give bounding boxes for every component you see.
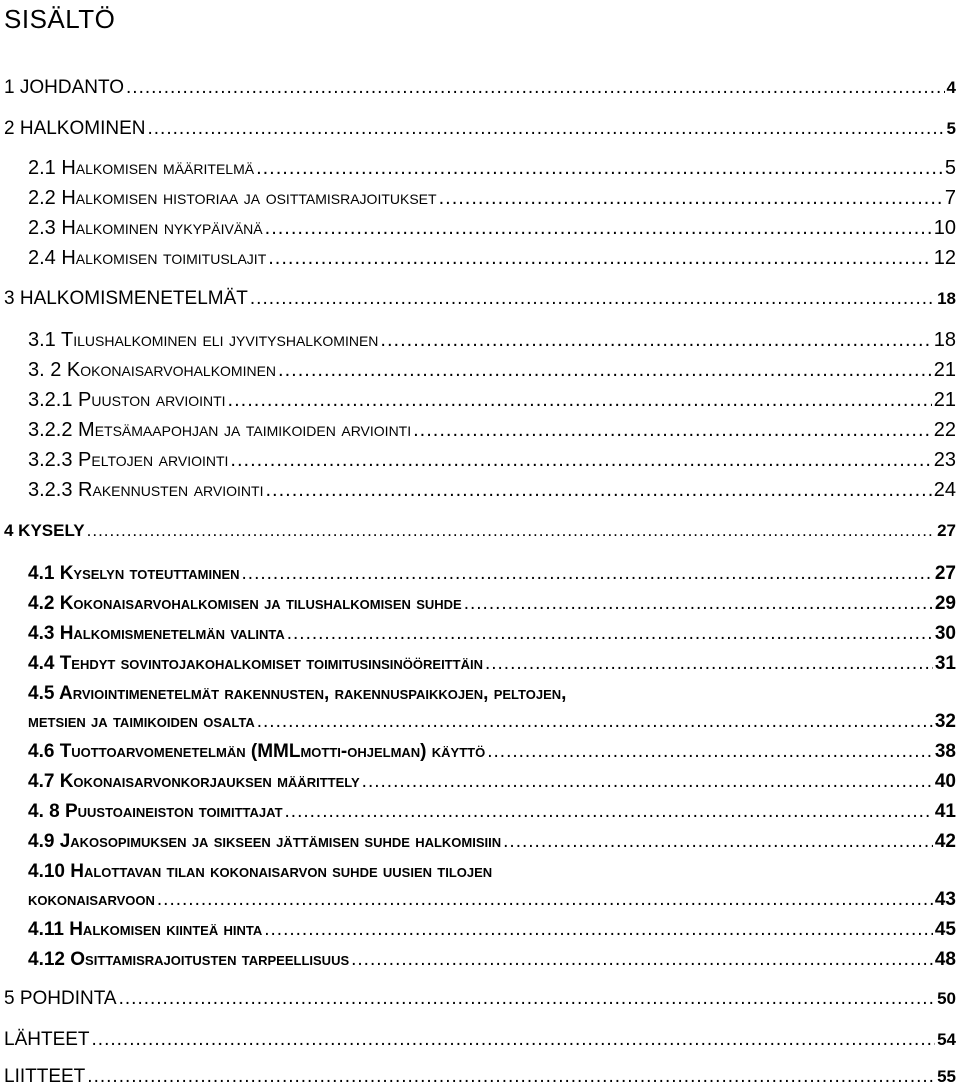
leader-dots [230, 449, 931, 471]
toc-entry-lahteet[interactable] [4, 1029, 956, 1051]
toc-entry-page: 42 [934, 831, 956, 852]
toc-entry-page: 43 [934, 889, 956, 910]
toc-entry-page: 48 [934, 949, 956, 970]
leader-dots [265, 479, 931, 501]
leader-dots [439, 187, 943, 209]
toc-entry-label: 5 POHDINTA [4, 988, 117, 1009]
toc-entry-page: 41 [934, 801, 956, 822]
leader-dots [264, 919, 933, 941]
leader-dots [157, 889, 933, 911]
toc-entry-label: 1 JOHDANTO [4, 77, 125, 98]
toc-entry-label: 2.4 Halkomisen toimituslajit [28, 247, 267, 269]
toc-entry[interactable] [28, 217, 956, 239]
toc-entry-label: 3. 2 Kokonaisarvohalkominen [28, 359, 277, 381]
toc-entry-label-line1[interactable]: 4.5 Arviointimenetelmät rakennusten, rakennuspaikkojen, peltojen, [28, 683, 567, 704]
leader-dots [287, 623, 933, 645]
toc-entry-label: 4.9 Jakosopimuksen ja sikseen jättämisen suhde halkomisiin [28, 831, 502, 852]
toc-entry-label: 4.7 Kokonaisarvonkorjauksen määrittely [28, 771, 360, 792]
toc-entry[interactable] [28, 563, 956, 585]
leader-dots [256, 157, 943, 179]
toc-entry-page: 50 [937, 989, 956, 1008]
toc-entry-page: 24 [933, 479, 956, 501]
toc-entry[interactable] [28, 419, 956, 441]
leader-dots [464, 593, 933, 615]
toc-entry-kysely[interactable] [4, 520, 956, 542]
toc-entry[interactable] [28, 919, 956, 941]
leader-dots [147, 118, 944, 140]
leader-dots [257, 711, 933, 733]
toc-entry-label: 3 HALKOMISMENETELMÄT [4, 288, 248, 309]
toc-entry-page: 21 [933, 359, 956, 381]
toc-entry-label: 2.3 Halkominen nykypäivänä [28, 217, 263, 239]
toc-entry-page: 55 [937, 1067, 956, 1086]
toc-title: SISÄLTÖ [4, 4, 116, 34]
leader-dots [380, 329, 931, 351]
toc-entry-page: 29 [934, 593, 956, 614]
leader-dots [278, 359, 932, 381]
leader-dots [119, 988, 935, 1010]
toc-entry[interactable] [28, 329, 956, 351]
toc-entry[interactable] [28, 187, 956, 209]
toc-entry-page: 38 [934, 741, 956, 762]
toc-entry-page: 54 [937, 1030, 956, 1049]
toc-entry-page: 27 [934, 563, 956, 584]
toc-entry[interactable] [28, 157, 956, 179]
toc-entry-label: 3.2.1 Puuston arviointi [28, 389, 226, 411]
toc-entry-label: 2.2 Halkomisen historiaa ja osittamisrajoitukset [28, 187, 437, 209]
leader-dots [242, 563, 933, 585]
leader-dots [351, 949, 933, 971]
toc-entry-label: 4. 8 Puustoaineiston toimittajat [28, 801, 283, 822]
toc-entry-label: 2.1 Halkomisen määritelmä [28, 157, 255, 179]
toc-entry-page: 21 [933, 389, 956, 411]
toc-entry-page: 18 [937, 289, 956, 308]
toc-entry-page: 5 [946, 119, 956, 138]
toc-entry-label: LÄHTEET [4, 1029, 90, 1050]
toc-entry-page: 31 [934, 653, 956, 674]
toc-entry-label: LIITTEET [4, 1066, 86, 1087]
leader-dots [503, 831, 933, 853]
toc-entry-label: 4.11 Halkomisen kiinteä hinta [28, 919, 263, 940]
toc-entry-page: 27 [937, 521, 956, 540]
toc-entry-label: 2 HALKOMINEN [4, 118, 146, 139]
toc-entry-pohdinta[interactable] [4, 988, 956, 1010]
toc-entry-label: 3.2.3 Rakennusten arviointi [28, 479, 264, 501]
toc-entry-label: 4.4 Tehdyt sovintojakohalkomiset toimitusinsinööreittäin [28, 653, 483, 674]
toc-entry-label: metsien ja taimikoiden osalta [28, 711, 255, 732]
toc-entry[interactable] [28, 479, 956, 501]
toc-entry-label: 4.6 Tuottoarvomenetelmän (MMLmotti-ohjelman) käyttö [28, 741, 486, 762]
leader-dots [126, 77, 945, 99]
leader-dots [250, 288, 935, 310]
toc-entry-label-line1[interactable]: 4.10 Halottavan tilan kokonaisarvon suhde uusien tilojen [28, 861, 493, 882]
leader-dots [413, 419, 932, 441]
leader-dots [285, 801, 933, 823]
toc-entry-label: 4 KYSELY [4, 521, 85, 540]
toc-entry-label: 4.2 Kokonaisarvohalkomisen ja tilushalkomisen suhde [28, 593, 462, 614]
leader-dots [265, 217, 932, 239]
toc-entry-label: 4.12 Osittamisrajoitusten tarpeellisuus [28, 949, 350, 970]
toc-entry[interactable] [28, 889, 956, 911]
toc-entry-page: 23 [933, 449, 956, 471]
toc-entry-page: 40 [934, 771, 956, 792]
toc-entry[interactable] [28, 653, 956, 675]
toc-entry[interactable] [28, 359, 956, 381]
toc-entry-label: 4.1 Kyselyn toteuttaminen [28, 563, 240, 584]
toc-entry[interactable] [28, 623, 956, 645]
leader-dots [87, 1066, 935, 1088]
toc-entry-label: kokonaisarvoon [28, 889, 155, 910]
toc-entry[interactable] [28, 711, 956, 733]
toc-entry[interactable] [28, 741, 956, 763]
leader-dots [487, 741, 933, 763]
leader-dots [87, 520, 935, 542]
toc-entry-johdanto[interactable] [4, 77, 956, 99]
toc-entry-page: 7 [944, 187, 956, 209]
toc-entry-page: 30 [934, 623, 956, 644]
toc-entry-halkominen[interactable] [4, 118, 956, 140]
toc-entry-label: 3.2.3 Peltojen arviointi [28, 449, 229, 471]
leader-dots [362, 771, 933, 793]
toc-entry[interactable] [28, 771, 956, 793]
toc-entry[interactable] [28, 449, 956, 471]
toc-entry-page: 4 [946, 78, 956, 97]
toc-entry[interactable] [28, 389, 956, 411]
toc-entry-halkomismenetelmat[interactable] [4, 288, 956, 310]
toc-entry-page: 5 [944, 157, 956, 179]
toc-entry[interactable] [28, 831, 956, 853]
toc-entry[interactable] [28, 801, 956, 823]
leader-dots [268, 247, 932, 269]
toc-entry-page: 10 [933, 217, 956, 239]
leader-dots [92, 1029, 936, 1051]
toc-entry[interactable] [28, 247, 956, 269]
toc-entry-page: 18 [933, 329, 956, 351]
leader-dots [485, 653, 933, 675]
toc-entry-page: 45 [934, 919, 956, 940]
toc-entry[interactable] [28, 949, 956, 971]
toc-entry[interactable] [28, 593, 956, 615]
leader-dots [228, 389, 932, 411]
toc-entry-page: 32 [934, 711, 956, 732]
toc-entry-page: 22 [933, 419, 956, 441]
toc-entry-label: 3.1 Tilushalkominen eli jyvityshalkominen [28, 329, 379, 351]
toc-entry-liitteet[interactable] [4, 1066, 956, 1088]
toc-entry-label: 4.3 Halkomismenetelmän valinta [28, 623, 285, 644]
toc-entry-page: 12 [933, 247, 956, 269]
toc-entry-label: 3.2.2 Metsämaapohjan ja taimikoiden arviointi [28, 419, 412, 441]
